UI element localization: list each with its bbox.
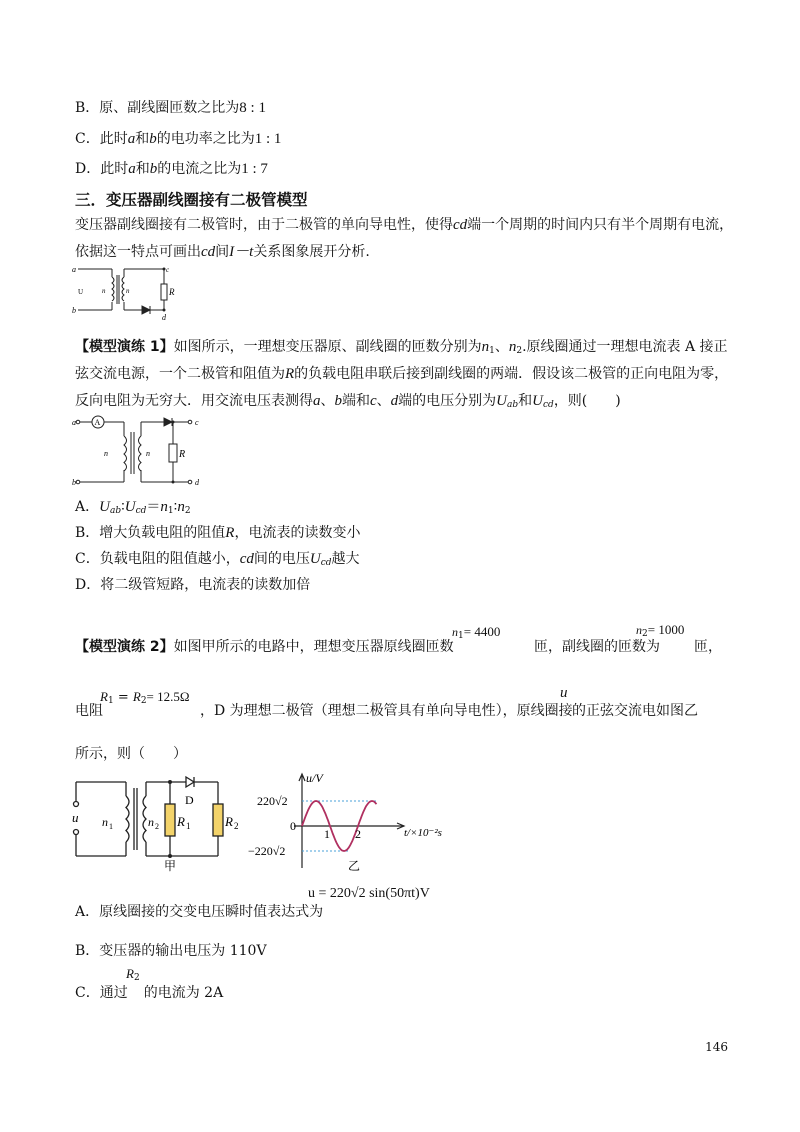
svg-text:2: 2 — [234, 821, 239, 831]
section-heading: 三．变压器副线圈接有二极管模型 — [75, 191, 308, 209]
transformer-diode-figure-1 — [72, 262, 192, 334]
ex1-option-c: C．负载电阻的阻值越小，cd间的电压$U_{cd}$越大 — [75, 551, 360, 568]
ex2-line3: 所示，则（ ） — [75, 746, 187, 762]
fig1-label-n1: n — [102, 287, 106, 295]
ex1-line2: 弦交流电源，一个二极管和阻值为R的负载电阻串联后接到副线圈的两端．假设该二极管的正向电阻为零， — [75, 366, 729, 382]
fig1-label-n2: n — [126, 287, 130, 295]
section-paragraph-line1: 变压器副线圈接有二极管时，由于二极管的单向导电性，使得cd端一个周期的时间内只有半个周期有电流， — [75, 217, 734, 233]
fig2-label-b: b — [72, 478, 76, 487]
sine-wave-figure-yi — [248, 771, 454, 873]
page-number: 146 — [705, 1040, 728, 1054]
transformer-ammeter-figure-2 — [72, 414, 212, 494]
fig2-label-a: a — [72, 418, 76, 427]
fig3-label-r2: R — [225, 814, 233, 829]
fig2-ammeter-label: A — [94, 418, 101, 427]
option-b-prev: B．原、副线圈匝数之比为8 : 1 — [75, 100, 266, 116]
ex2-line1-mid: 匝，副线圈的匝数为 — [534, 639, 660, 655]
ex2-option-c: C．通过 的电流为 2A — [75, 985, 224, 1001]
ex2-n1-expression: $n_1= 4400$ — [452, 624, 501, 641]
fig1-label-r: R — [169, 287, 175, 297]
fig4-x2: 2 — [355, 827, 361, 841]
ex2-u-symbol: u — [560, 685, 568, 701]
fig2-label-c: c — [195, 418, 199, 427]
ex2-option-a: A．原线圈接的交变电压瞬时值表达式为 — [75, 904, 324, 920]
option-c-prev: C．此时a和b的电功率之比为1 : 1 — [75, 131, 282, 147]
fig4-xlabel: t/×10⁻²s — [404, 827, 442, 839]
fig4-x1: 1 — [324, 827, 330, 841]
fig1-label-a: a — [72, 265, 76, 274]
svg-text:1: 1 — [109, 822, 113, 831]
fig4-ylabel: u/V — [306, 771, 323, 785]
circuit-figure-jia — [70, 774, 250, 873]
ex2-n2-expression: $n_2= 1000$ — [636, 622, 685, 639]
fig2-label-d: d — [195, 478, 199, 487]
ex2-line2-mid: ，D 为理想二极管（理想二极管具有单向导电性），原线圈接 — [200, 703, 573, 719]
ex1-option-d: D．将二级管短路，电流表的读数加倍 — [75, 577, 311, 593]
fig4-ytop: 220√2 — [257, 794, 288, 808]
ex1-line1: 【模型演练 1】如图所示，一理想变压器原、副线圈的匝数分别为$n_1$、$n_2$.原线圈通过一理想电流表 A 接正 — [75, 339, 728, 356]
fig4-caption: 乙 — [348, 859, 361, 873]
svg-text:2: 2 — [155, 822, 159, 831]
fig3-label-n1: n — [102, 815, 108, 829]
fig1-label-b: b — [72, 306, 76, 315]
ex2-option-b: B．变压器的输出电压为 110V — [75, 943, 267, 959]
fig4-ybot: −220√2 — [248, 844, 286, 858]
ex2-option-c-r2: $R_2$ — [126, 966, 140, 983]
svg-text:1: 1 — [186, 821, 191, 831]
fig2-label-n1: n — [104, 449, 108, 458]
ex2-r-expression: $R_1 = R_2= 12.5\Omega$ — [100, 689, 190, 706]
ex2-option-a-formula: u = 220√2 sin(50πt)V — [308, 886, 430, 901]
fig3-caption: 甲 — [164, 859, 177, 873]
ex2-line1: 【模型演练 2】如图甲所示的电路中，理想变压器原线圈匝数 — [75, 639, 454, 655]
fig2-label-n2: n — [146, 449, 150, 458]
fig3-label-n2: n — [148, 815, 154, 829]
ex2-line1-tail: 匝， — [694, 639, 722, 655]
fig2-label-r: R — [179, 449, 186, 460]
fig3-label-r1: R — [177, 814, 185, 829]
ex1-option-b: B．增大负载电阻的阻值R，电流表的读数变小 — [75, 525, 361, 541]
ex1-line3: 反向电阻为无穷大．用交流电压表测得a、b端和c、d端的电压分别为$U_{ab}$和$U_{cd}$，则( ) — [75, 393, 621, 410]
fig3-label-d: D — [185, 793, 194, 807]
ex1-option-a: A．$U_{ab}∶U_{cd}=n_1∶n_2$ — [75, 499, 191, 516]
ex2-line2: 电阻 — [75, 703, 103, 719]
section-paragraph-line2: 依据这一特点可画出cd间I－t关系图象展开分析. — [75, 244, 370, 260]
fig4-yzero: 0 — [290, 819, 296, 833]
fig1-label-c: c — [166, 266, 170, 274]
fig3-label-u: u — [72, 810, 79, 825]
fig1-label-u1: U — [78, 288, 84, 296]
ex2-line2-tail: 的正弦交流电如图乙 — [572, 703, 698, 719]
option-d-prev: D．此时a和b的电流之比为1 : 7 — [75, 161, 268, 177]
fig1-label-d: d — [162, 313, 166, 322]
